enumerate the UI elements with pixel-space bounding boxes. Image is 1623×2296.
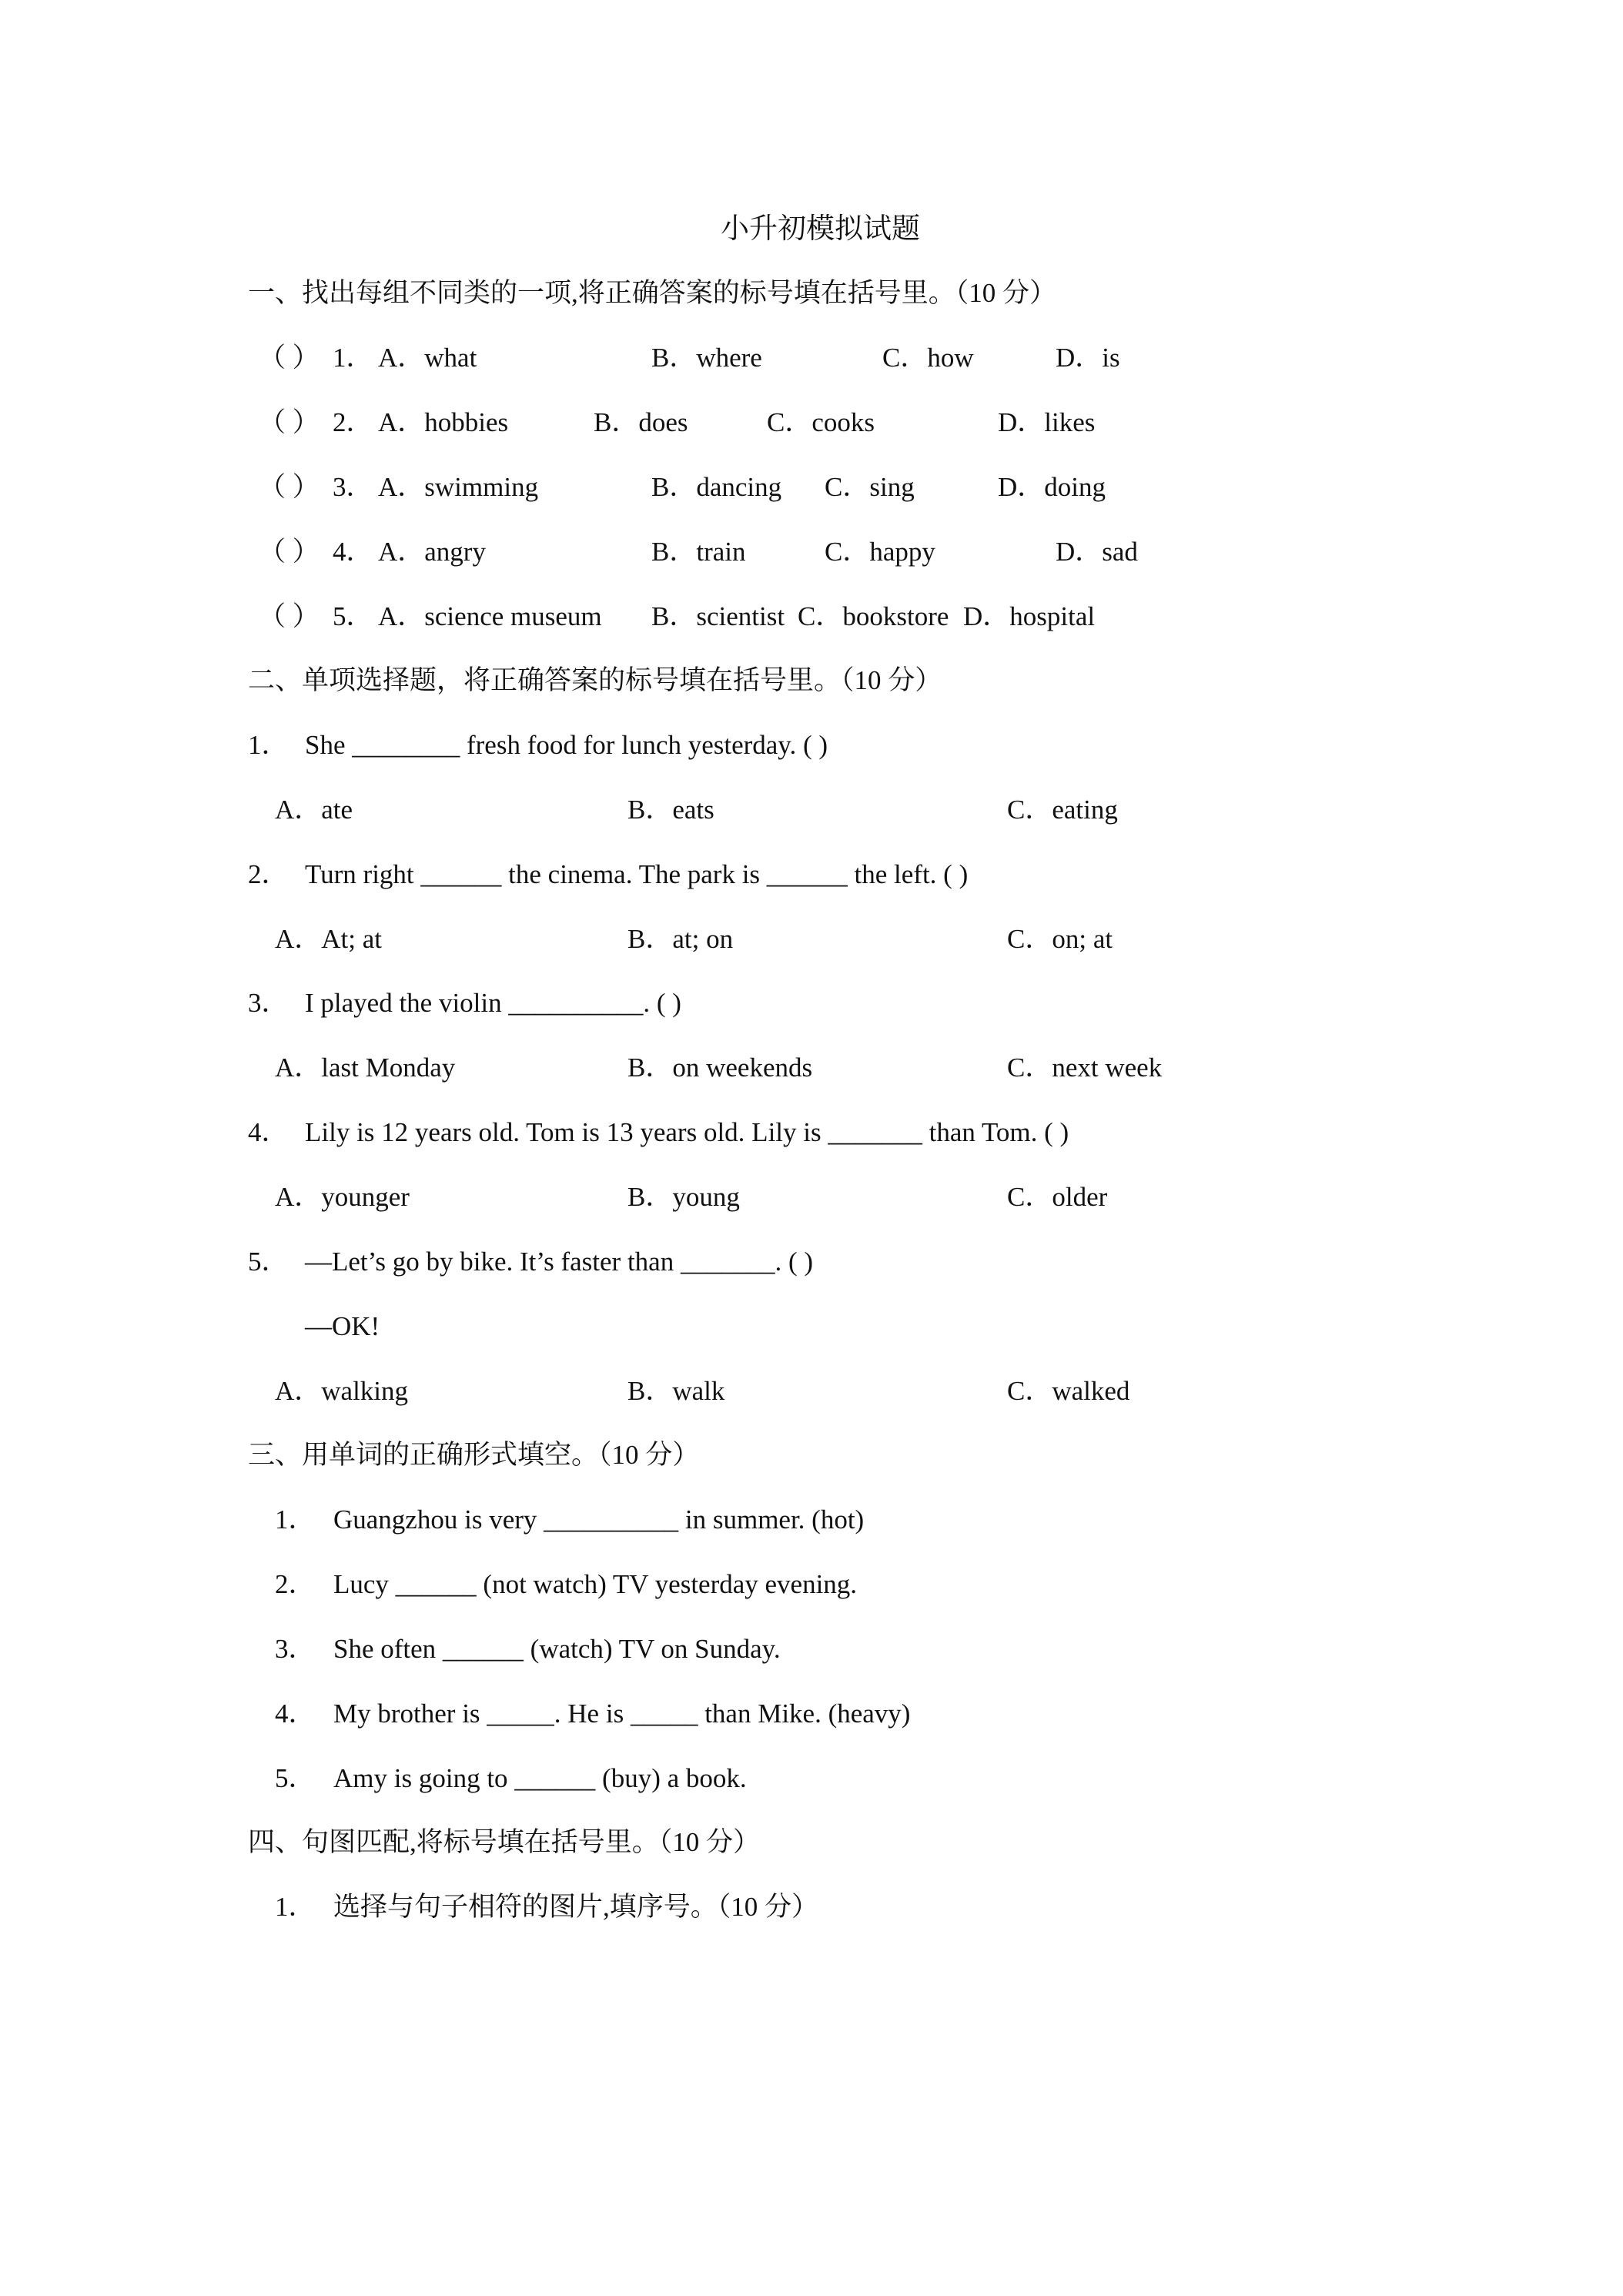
item-number: 3． (333, 472, 373, 502)
option-b: B．eats (627, 795, 714, 825)
item-number: 2． (248, 859, 289, 889)
option-a: A．hobbies (378, 407, 509, 437)
page-title: 小升初模拟试题 (721, 213, 920, 245)
question-text: She ________ fresh food for lunch yesterday. ( ) (305, 730, 828, 760)
option-c: C．older (1007, 1182, 1108, 1212)
answer-paren: （ ） (259, 601, 320, 631)
option-b: B．does (594, 407, 688, 437)
option-c: C．cooks (767, 407, 875, 437)
section-1-heading: 一、找出每组不同类的一项,将正确答案的标号填在括号里。（10 分） (248, 278, 1057, 308)
question-text: —Let’s go by bike. It’s faster than _______. ( ) (305, 1247, 814, 1277)
answer-paren: （ ） (259, 537, 320, 567)
question-text: Lucy ______ (not watch) TV yesterday evening. (333, 1569, 858, 1599)
item-number: 3． (248, 988, 289, 1018)
option-c: C．eating (1007, 795, 1118, 825)
option-a: A．what (378, 343, 477, 373)
option-c: C．on; at (1007, 924, 1113, 954)
option-c: C．walked (1007, 1376, 1130, 1406)
question-text: Amy is going to ______ (buy) a book. (333, 1763, 747, 1793)
option-a: A．swimming (378, 472, 539, 502)
option-c: C．bookstore (798, 601, 949, 631)
option-b: B．on weekends (627, 1053, 813, 1083)
option-c: C．sing (825, 472, 915, 502)
item-number: 5． (275, 1763, 316, 1793)
option-b: B．walk (627, 1376, 725, 1406)
section-2-heading: 二、单项选择题，将正确答案的标号填在括号里。（10 分） (248, 665, 942, 695)
option-b: B．young (627, 1182, 740, 1212)
item-number: 5． (248, 1247, 289, 1277)
question-text: My brother is _____. He is _____ than Mike. (heavy) (333, 1699, 911, 1729)
option-c: C．happy (825, 537, 935, 567)
item-number: 3． (275, 1634, 316, 1664)
question-text: Lily is 12 years old. Tom is 13 years old. Lily is _______ than Tom. ( ) (305, 1117, 1069, 1147)
option-a: A．younger (275, 1182, 410, 1212)
option-d: D．doing (998, 472, 1106, 502)
option-a: A．At; at (275, 924, 383, 954)
item-number: 1． (275, 1504, 316, 1535)
option-d: D．hospital (963, 601, 1096, 631)
item-number: 1． (248, 730, 289, 760)
option-d: D．sad (1056, 537, 1138, 567)
answer-paren: （ ） (259, 343, 320, 373)
section-4-heading: 四、句图匹配,将标号填在括号里。（10 分） (248, 1827, 761, 1857)
option-a: A．science museum (378, 601, 602, 631)
item-number: 1． (333, 343, 373, 373)
option-a: A．last Monday (275, 1053, 456, 1083)
item-number: 2． (333, 407, 373, 437)
item-number: 4． (248, 1117, 289, 1147)
option-c: C．how (882, 343, 974, 373)
option-d: D．likes (998, 407, 1096, 437)
option-b: B．train (651, 537, 746, 567)
question-text: I played the violin __________. ( ) (305, 988, 681, 1018)
question-text: Guangzhou is very __________ in summer. (hot) (333, 1504, 865, 1535)
item-number: 2． (275, 1569, 316, 1599)
section-3-heading: 三、用单词的正确形式填空。（10 分） (248, 1440, 700, 1470)
option-a: A．walking (275, 1376, 409, 1406)
option-b: B．where (651, 343, 762, 373)
question-text: She often ______ (watch) TV on Sunday. (333, 1634, 781, 1664)
option-b: B．at; on (627, 924, 734, 954)
question-text: Turn right ______ the cinema. The park is ______ the left. ( ) (305, 859, 969, 889)
option-a: A．angry (378, 537, 486, 567)
answer-paren: （ ） (259, 472, 320, 502)
item-number: 4． (333, 537, 373, 567)
option-b: B．scientist (651, 601, 785, 631)
item-number: 1． (275, 1892, 316, 1922)
item-number: 4． (275, 1699, 316, 1729)
option-d: D．is (1056, 343, 1120, 373)
option-b: B．dancing (651, 472, 782, 502)
question-text: 选择与句子相符的图片,填序号。（10 分） (333, 1892, 819, 1922)
option-c: C．next week (1007, 1053, 1163, 1083)
item-number: 5． (333, 601, 373, 631)
question-reply: —OK! (305, 1311, 380, 1341)
option-a: A．ate (275, 795, 353, 825)
answer-paren: （ ） (259, 407, 320, 437)
